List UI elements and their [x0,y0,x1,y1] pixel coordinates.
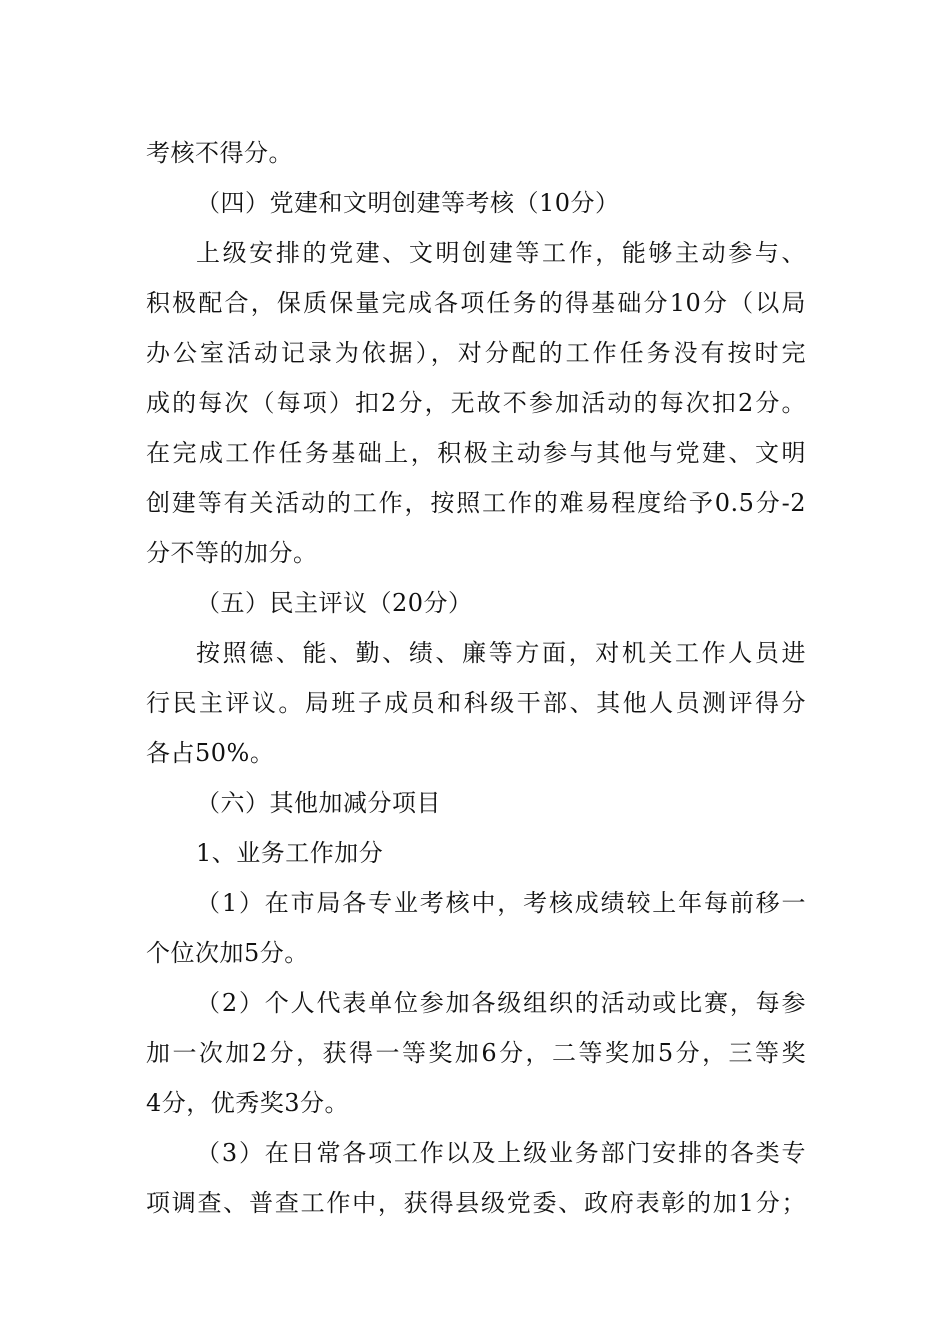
paragraph-line: 各占50%。 [146,739,275,767]
paragraph-line: 积极配合，保质保量完成各项任务的得基础分10分（以局 [146,289,806,317]
section-heading-4: （四）党建和文明创建等考核（10分） [196,189,620,217]
paragraph-line: 考核不得分。 [146,139,293,167]
paragraph-line: 项调查、普查工作中，获得县级党委、政府表彰的加1分； [146,1189,806,1217]
paragraph-line: 创建等有关活动的工作，按照工作的难易程度给予0.5分-2 [146,489,806,517]
document-body [146,128,806,1228]
paragraph-line: 成的每次（每项）扣2分，无故不参加活动的每次扣2分。 [146,389,806,417]
paragraph-line: 个位次加5分。 [146,939,309,967]
paragraph-line: （2）个人代表单位参加各级组织的活动或比赛，每参 [196,989,806,1017]
paragraph-line: （3）在日常各项工作以及上级业务部门安排的各类专 [196,1139,806,1167]
subsection-heading-1: 1、业务工作加分 [196,839,384,867]
paragraph-line: （1）在市局各专业考核中，考核成绩较上年每前移一 [196,889,806,917]
paragraph-line: 按照德、能、勤、绩、廉等方面，对机关工作人员进 [196,639,806,667]
paragraph-line: 办公室活动记录为依据），对分配的工作任务没有按时完 [146,339,806,367]
paragraph-line: 上级安排的党建、文明创建等工作，能够主动参与、 [196,239,806,267]
section-heading-6: （六）其他加减分项目 [196,789,441,817]
paragraph-line: 加一次加2分，获得一等奖加6分，二等奖加5分，三等奖 [146,1039,806,1067]
paragraph-line: 在完成工作任务基础上，积极主动参与其他与党建、文明 [146,439,806,467]
paragraph-line: 行民主评议。局班子成员和科级干部、其他人员测评得分 [146,689,806,717]
paragraph-line: 分不等的加分。 [146,539,318,567]
section-heading-5: （五）民主评议（20分） [196,589,473,617]
paragraph-line: 4分，优秀奖3分。 [146,1089,350,1117]
